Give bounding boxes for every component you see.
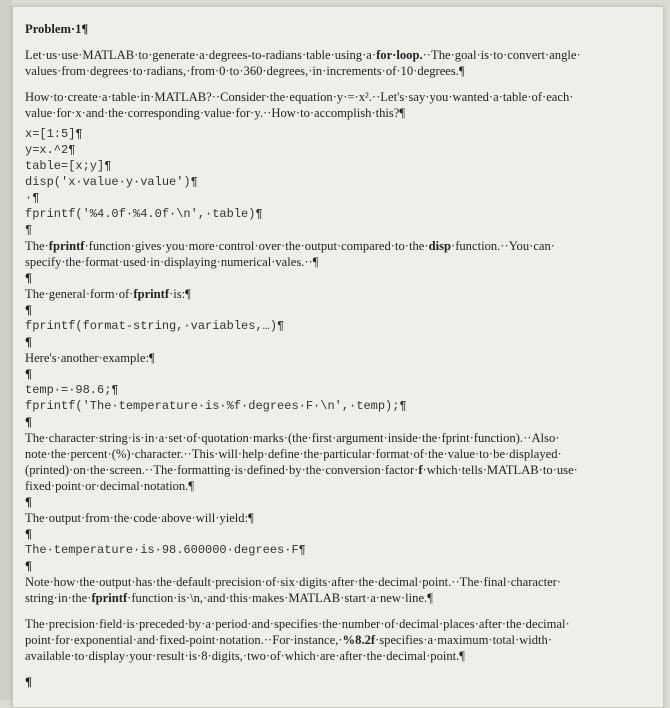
pilcrow: ¶ (25, 559, 32, 573)
code-line: x=[1:5]¶ (25, 127, 83, 141)
pilcrow: ¶ (25, 271, 32, 285)
code-line: temp·=·98.6;¶ (25, 383, 119, 397)
pilcrow: ¶ (25, 495, 32, 509)
paragraph-table-question: How·to·create·a·table·in·MATLAB?··Consider·the·equation·y·=·x².··Let's·say·you·wanted·a·table·of·each· value·for·x·and·the·corresponding·value·for·y.··How·to·accomplish·this?¶ (25, 90, 574, 120)
code-output: The·temperature·is·98.600000·degrees·F¶ (25, 543, 306, 557)
pilcrow: ¶ (25, 415, 32, 429)
code-general-form: fprintf(format-string,·variables,…)¶ (25, 319, 285, 333)
paragraph-character-string: The·character·string·is·in·a·set·of·quotation·marks·(the·first·argument·inside·the·fprint·function).··Also· note·the·percent·(%)·character.··This·will·help·define·the·particular·format·of·the·value·to·be·displayed· (printed)·on·the·screen.··The·formatting·is·defined·by·the·conversion·factor·f·which·tells·MATLAB·to·use· fixed·point·or·decimal·notation.¶ (25, 431, 578, 493)
paragraph-fprintf-intro: The·fprintf·function·gives·you·more·control·over·the·output·compared·to·the·disp·function.··You·can· specify·the·format·used·in·displaying·numerical·vales.··¶ (25, 239, 555, 269)
paragraph-another-example: Here's·another·example:¶ (25, 351, 155, 365)
code-line: ·¶ (25, 191, 40, 205)
code-line: y=x.^2¶ (25, 143, 76, 157)
code-line: fprintf('%4.0f·%4.0f·\n',·table)¶ (25, 207, 263, 221)
code-block-table (25, 126, 655, 238)
code-line: fprintf('The·temperature·is·%f·degrees·F·\n',·temp);¶ (25, 399, 407, 413)
paragraph-output: The·output·from·the·code·above·will·yield:¶ (25, 511, 254, 525)
paragraph-intro: Let·us·use·MATLAB·to·generate·a·degrees-to-radians·table·using·a·for·loop.··The·goal·is·to·convert·angle· values·from·degrees·to·radians,·from·0·to·360·degrees,·in·increments·of·10·degrees.¶ (25, 48, 581, 78)
pilcrow: ¶ (25, 367, 32, 381)
document-page (12, 6, 664, 708)
pilcrow: ¶ (25, 527, 32, 541)
pilcrow: ¶ (25, 335, 32, 349)
code-line: table=[x;y]¶ (25, 159, 112, 173)
code-line: disp('x·value·y·value')¶ (25, 175, 198, 189)
paragraph-precision-field: The·precision·field·is·preceded·by·a·period·and·specifies·the·number·of·decimal·places·after·the·decimal· point·for·exponential·and·fixed-point·notation.··For·instance,·%8.2f·specifies·a·maximum·total·width· available·to·display·your·result·is·8·digits,·two·of·which·are·after·the·decimal·point.¶ (25, 617, 570, 663)
left-margin (0, 0, 12, 700)
document-body (25, 21, 655, 690)
pilcrow: ¶ (25, 303, 32, 317)
pilcrow: ¶ (25, 675, 32, 689)
code-line: ¶ (25, 223, 33, 237)
problem-heading: Problem·1¶ (25, 22, 89, 36)
paragraph-general-form: The·general·form·of·fprintf·is:¶ (25, 287, 191, 301)
paragraph-default-precision: Note·how·the·output·has·the·default·precision·of·six·digits·after·the·decimal·point.··The·final·character· string·in·the·fprintf·function·is·\n,·and·this·makes·MATLAB·start·a·new·line.¶ (25, 575, 562, 605)
